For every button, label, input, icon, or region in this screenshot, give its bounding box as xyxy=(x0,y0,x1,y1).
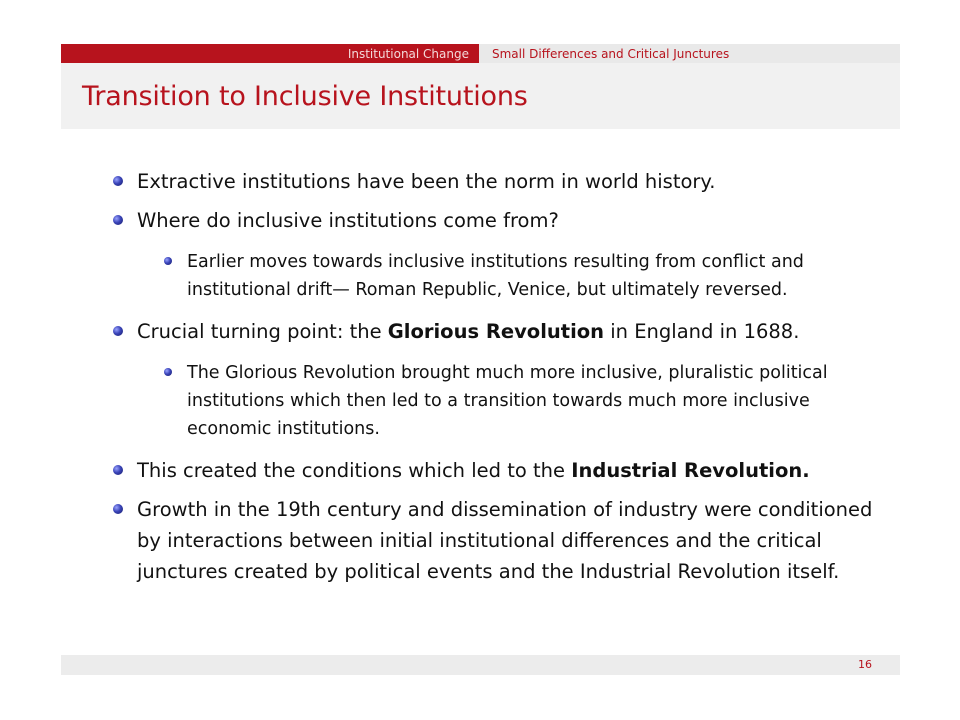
bullet-item xyxy=(111,166,891,197)
bullet-list xyxy=(111,166,891,587)
sub-bullet-item xyxy=(161,359,891,443)
ball-bullet-icon xyxy=(113,326,123,336)
sub-bullet-item xyxy=(161,248,891,304)
slide xyxy=(61,44,900,675)
bullet-item xyxy=(111,316,891,347)
bullet-text: Where do inclusive institutions come from? xyxy=(137,209,559,232)
footer-bar xyxy=(61,655,900,675)
ball-bullet-icon xyxy=(113,504,123,514)
bullet-text-pre: This created the conditions which led to the xyxy=(137,459,572,482)
bullet-text: Growth in the 19th century and dissemination of industry were conditioned by interactions between initial institutional differences and the critical junctures created by political events and the Industrial Revolution itself. xyxy=(137,498,873,583)
bullet-item xyxy=(111,455,891,486)
nav-section-link[interactable]: Institutional Change xyxy=(61,44,479,63)
title-bar xyxy=(61,63,900,129)
page-number: 16 xyxy=(858,658,872,671)
bullet-emphasis: Glorious Revolution xyxy=(387,320,605,343)
ball-bullet-icon xyxy=(164,257,172,265)
bullet-emphasis: Industrial Revolution. xyxy=(571,459,810,482)
ball-bullet-icon xyxy=(113,465,123,475)
ball-bullet-icon xyxy=(113,176,123,186)
ball-bullet-icon xyxy=(113,215,123,225)
ball-bullet-icon xyxy=(164,368,172,376)
nav-subsection-link[interactable]: Small Differences and Critical Junctures xyxy=(479,44,900,63)
bullet-text: Extractive institutions have been the norm in world history. xyxy=(137,170,716,193)
sub-bullet-text: Earlier moves towards inclusive institutions resulting from conflict and institutional drift— Roman Republic, Venice, but ultimately reversed. xyxy=(187,252,804,300)
bullet-text-post: in England in 1688. xyxy=(604,320,800,343)
sub-bullet-text: The Glorious Revolution brought much more inclusive, pluralistic political institutions which then led to a transition towards much more inclusive economic institutions. xyxy=(187,363,828,439)
bullet-item xyxy=(111,494,891,587)
header-navigation xyxy=(61,44,900,63)
bullet-text-pre: Crucial turning point: the xyxy=(137,320,388,343)
bullet-item xyxy=(111,205,891,236)
slide-title: Transition to Inclusive Institutions xyxy=(82,81,528,112)
